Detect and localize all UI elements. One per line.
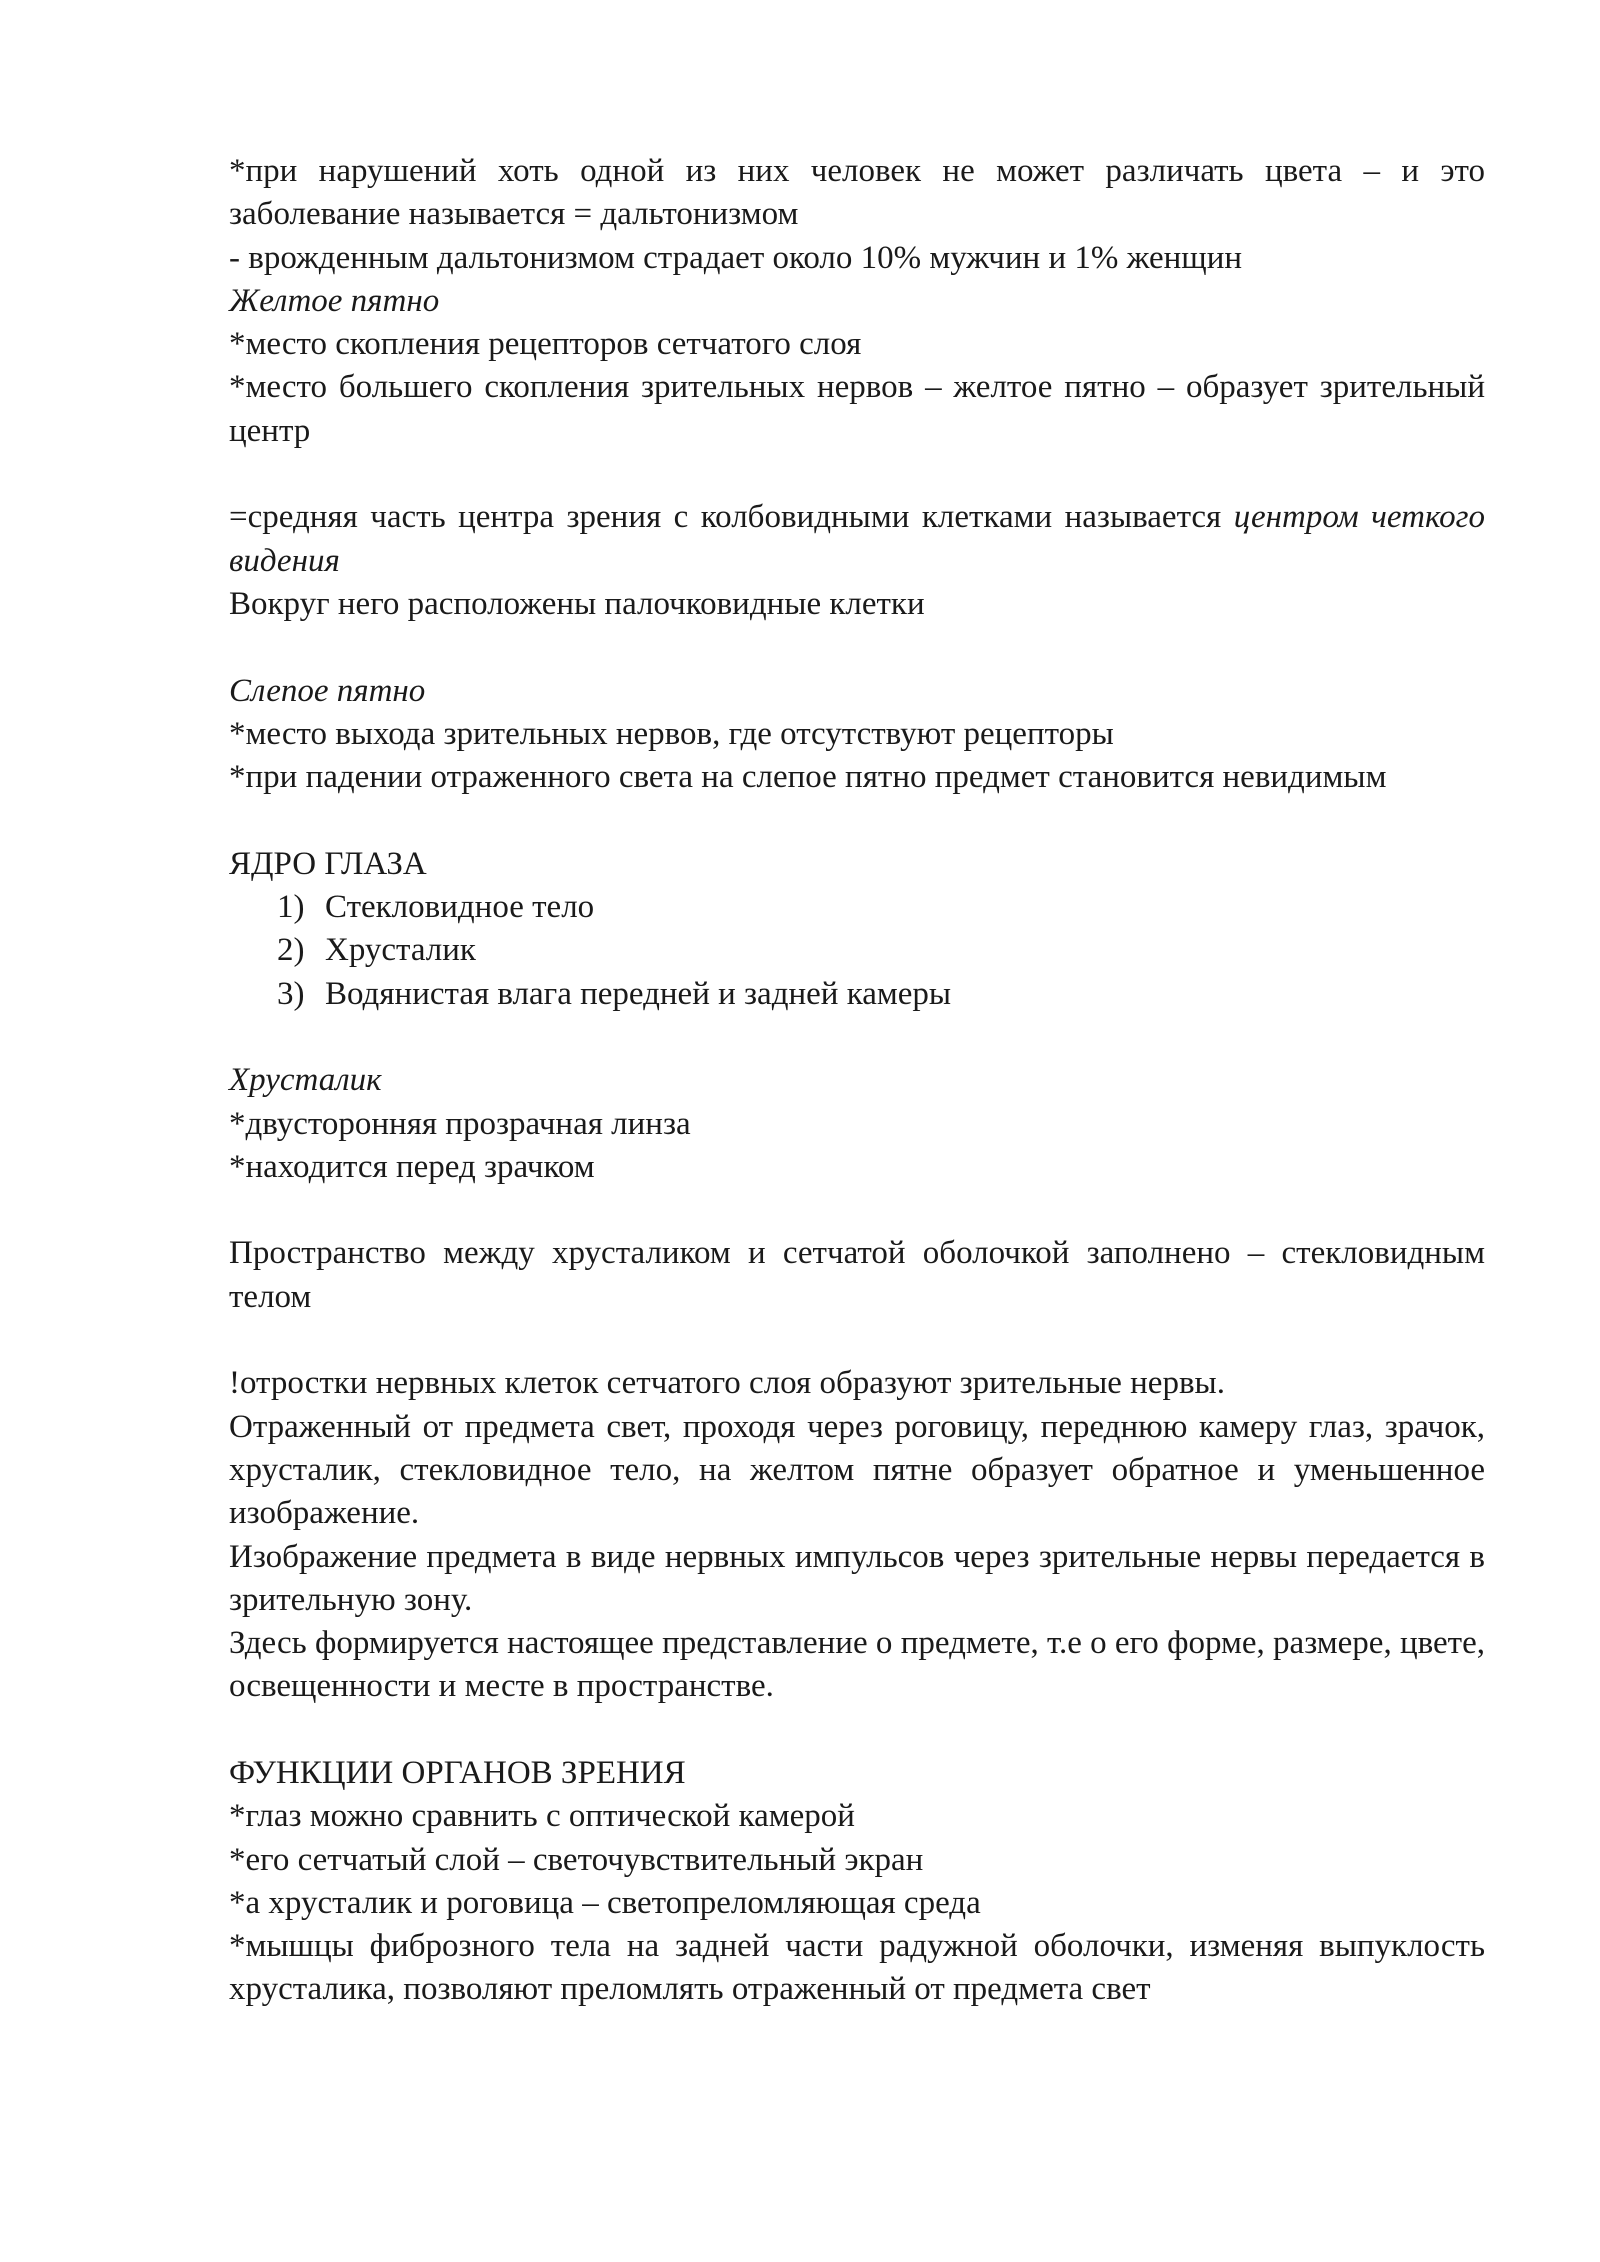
- paragraph-nerve-exit: *место выхода зрительных нервов, где отсутствуют рецепторы: [229, 715, 1114, 752]
- list-item-number: 3): [277, 975, 305, 1012]
- paragraph-visual-center: *место большего скопления зрительных нервов – желтое пятно – образует зрительный центр: [229, 369, 1485, 449]
- paragraph-retina-screen: *его сетчатый слой – светочувствительный экран: [229, 1841, 924, 1878]
- list-item: [229, 929, 1485, 972]
- paragraph-refractive-medium: *а хрусталик и роговица – светопреломляющая среда: [229, 1884, 981, 1921]
- paragraph-lens-position: *находится перед зрачком: [229, 1148, 595, 1185]
- clear-vision-text: =средняя часть центра зрения с колбовидными клетками называется: [229, 499, 1234, 536]
- spacer: [229, 1319, 1485, 1362]
- eye-core-list: [229, 886, 1485, 1016]
- list-item-text: Стекловидное тело: [325, 889, 595, 926]
- document-page: [229, 150, 1485, 2012]
- list-item: [229, 973, 1485, 1016]
- list-item-number: 2): [277, 932, 305, 969]
- heading-lens: Хрусталик: [229, 1062, 382, 1099]
- list-item-text: Хрусталик: [325, 932, 476, 969]
- spacer: [229, 626, 1485, 669]
- paragraph-invisible-object: *при падении отраженного света на слепое пятно предмет становится невидимым: [229, 759, 1387, 796]
- spacer: [229, 1709, 1485, 1752]
- paragraph-colorblindness-stats: - врожденным дальтонизмом страдает около 10% мужчин и 1% женщин: [229, 239, 1243, 276]
- clear-vision-term: центром четкого видения: [229, 499, 1485, 579]
- list-item: [229, 886, 1485, 929]
- paragraph-receptor-cluster: *место скопления рецепторов сетчатого слоя: [229, 326, 862, 363]
- paragraph-colorblindness: *при нарушений хоть одной из них человек не может различать цвета – и это заболевание называется = дальтонизмом: [229, 153, 1485, 233]
- spacer: [229, 799, 1485, 842]
- paragraph-nerve-impulses: Изображение предмета в виде нервных импульсов через зрительные нервы передается в зрительную зону.: [229, 1538, 1485, 1618]
- spacer: [229, 1189, 1485, 1232]
- paragraph-light-path: Отраженный от предмета свет, проходя через роговицу, переднюю камеру глаз, зрачок, хрусталик, стекловидное тело, на желтом пятне образует обратное и уменьшенное изображение.: [229, 1408, 1485, 1532]
- paragraph-camera: *глаз можно сравнить с оптической камерой: [229, 1798, 855, 1835]
- heading-yellow-spot: Желтое пятно: [229, 282, 440, 319]
- paragraph-rod-cells: Вокруг него расположены палочковидные клетки: [229, 585, 925, 622]
- paragraph-clear-vision-center: [229, 496, 1485, 583]
- heading-blind-spot: Слепое пятно: [229, 672, 426, 709]
- paragraph-vitreous-body: Пространство между хрусталиком и сетчатой оболочкой заполнено – стекловидным телом: [229, 1235, 1485, 1315]
- spacer: [229, 453, 1485, 496]
- spacer: [229, 1016, 1485, 1059]
- paragraph-optic-nerves: !отростки нервных клеток сетчатого слоя образуют зрительные нервы.: [229, 1365, 1225, 1402]
- heading-eye-core: ЯДРО ГЛАЗА: [229, 845, 427, 882]
- paragraph-lens-biconvex: *двусторонняя прозрачная линза: [229, 1105, 691, 1142]
- paragraph-perception: Здесь формируется настоящее представление о предмете, т.е о его форме, размере, цвете, освещенности и месте в пространстве.: [229, 1625, 1485, 1705]
- heading-vision-functions: ФУНКЦИИ ОРГАНОВ ЗРЕНИЯ: [229, 1754, 686, 1791]
- paragraph-ciliary-muscles: *мышцы фиброзного тела на задней части радужной оболочки, изменяя выпуклость хрусталика, позволяют преломлять отраженный от предмета свет: [229, 1928, 1485, 2008]
- list-item-text: Водянистая влага передней и задней камеры: [325, 975, 952, 1012]
- list-item-number: 1): [277, 889, 305, 926]
